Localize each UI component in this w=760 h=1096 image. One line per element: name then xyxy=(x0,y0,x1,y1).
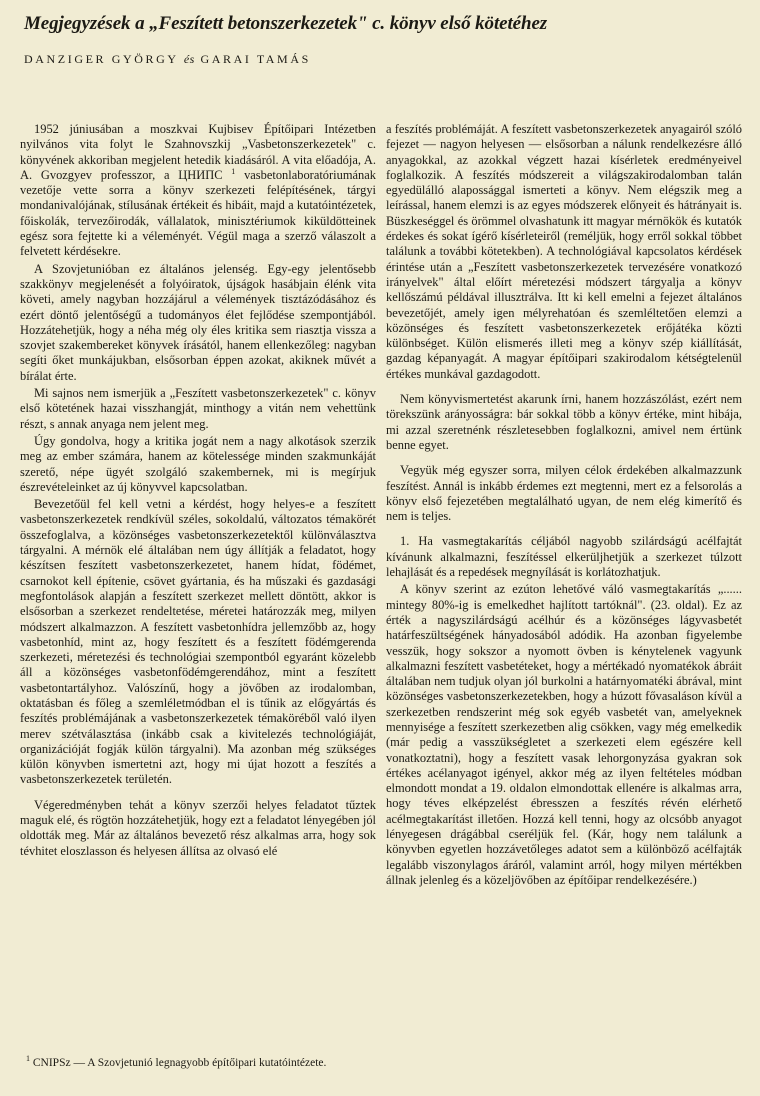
authors-conjunction: és xyxy=(183,52,195,66)
paragraph: 1. Ha vasmegtakarítás céljából nagyobb szilárdságú acélfajtát kívánunk alkalmazni, feszítéssel elkerüljhetjük a szerkezet túlzott lehajlását és a repedések megnyílását is korlátozhatjuk. xyxy=(386,534,742,580)
footnote-text: CNIPSz — A Szovjetunió legnagyobb építőipari kutatóintézete. xyxy=(32,1056,327,1069)
paragraph: Mi sajnos nem ismerjük a „Feszített vasbetonszerkezetek" c. könyv első kötetének hazai visszhangját, minthogy a vitán nem vehettünk részt, s annak anyaga nem jelent meg. xyxy=(20,386,376,431)
left-column xyxy=(20,122,376,888)
paragraph: Úgy gondolva, hogy a kritika jogát nem a nagy alkotások szerzik meg az ember számára, hanem az kötelessége minden szakmunkáját szerető, népe ügyét szolgáló szakembernek, mi is megírjuk észrevételeinket az új könyvvel kapcsolatban. xyxy=(20,433,376,494)
paragraph: Végeredményben tehát a könyv szerzői helyes feladatot tűztek maguk elé, és rögtön hozzátehetjük, hogy ezt a feladatot lényegében jól oldották meg. Már az általános bevezető rész alkalmas arra, hogy sok tévhitet eloszlasson és helyesen állítsa az olvasó elé xyxy=(20,797,376,858)
paragraph-text: vasbetonlaboratóriumának vezetője vette sorra a könyv szerkezeti felépítésének, tárgyi mondanivalójának, stílusának értékeit és hibáit, majd a kutatóintézetek, főiskolák, tervezőirodák, vállalatok, minisztériumok kiküldötteinek egész sora fejtette ki a véleményét. Végül maga a szerző válaszolt a felvetett kérdésekre. xyxy=(20,167,376,259)
right-column xyxy=(386,122,742,888)
footnote-ref: 1 xyxy=(231,166,236,176)
footnote xyxy=(26,1052,376,1070)
article-title: Megjegyzések a „Feszített betonszerkezetek" c. könyv első kötetéhez xyxy=(24,13,548,34)
paragraph: Vegyük még egyszer sorra, milyen célok érdekében alkalmazzunk feszítést. Annál is inkább érdemes ezt megtenni, mert ez a felsorolás a könyv első fejezetében megtalálható ugyan, de nem elég kimerítő és nem is teljes. xyxy=(386,463,742,524)
paragraph: A Szovjetunióban ez általános jelenség. Egy-egy jelentősebb szakkönyv megjelenését a folyóiratok, újságok hasábjain élénk vita követi, amely nagyban hozzájárul a vélemények tisztázódásához és ezért döntő jelentőségű a tudományos élet fejlődése szempontjából. Hozzátehetjük, hogy a néha még oly éles kritika sem riasztja vissza a szovjet szakembereket könyvek írásától, hanem ellenkezőleg: nagyban segíti őket munkájukban, elsősorban éppen azokat, akiknek művét a bírálat érte. xyxy=(20,261,376,383)
paragraph xyxy=(20,122,376,260)
paragraph: a feszítés problémáját. A feszített vasbetonszerkezetek anyagairól szóló fejezet — nagyon helyesen — elsősorban a nálunk rendelkezésre álló anyagokkal, az azokkal végzett hazai kísérletek eredményeivel foglalkozik. A feszítés módszereit a világszakirodalomban talán egyedülálló alapossággal ismerteti a könyv. Nem elégszik meg a leírással, hanem elemzi is az egyes módszerek előnyeit és hátrányait is. Büszkeséggel és örömmel olvashatunk itt magyar mérnökök és kutatók érdekes és sokat ígérő kísérleteiről (reméljük, hogy erről sokkal többet találunk a további kötetekben). A technológiával kapcsolatos kérdések érintése után a „Feszített vasbetonszerkezetek tervezésére vonatkozó irányelvek" által előírt méretezési módszert tárgyalja a könyv kellőszámú példával illusztrálva. Itt ki kell emelni a fejezet általános bevezetőjét, amely igen mélyrehatóan és szemléltetően elemzi a közönséges és feszített vasbetonszerkezetek erőjátéka közti különbséget. Külön elismerés illeti meg a könyv szép kiállítását, gazdag képanyagát. A magyar építőipari szakirodalom kétségtelenül értékes munkával gazdagodott. xyxy=(386,122,742,381)
author-danziger: DANZIGER GYÖRGY xyxy=(24,52,179,66)
authors-line xyxy=(24,52,742,67)
paragraph: A könyv szerint az ezúton lehetővé váló vasmegtakarítás „...... mintegy 80%-ig is emelkedhet hajlított tartóknál". (23. oldal). Ez az érték a nagyszilárdságú acélhúr és a közönséges lágyvasbetét határfeszültségének hányadosából adódik. Ha azonban figyelembe vesszük, hogy sokszor a nyomott övben is kénytelenek vagyunk alkalmazni feszített vasbetéteket, hogy a mértékadó nyomatékok ábráit általában nem tudjuk olyan jól burkolni a határnyomatéki ábrával, mint közönséges vasbetonszerkezetekben, hogy a húzott fővasaláson kívül a szerkezetben rendszerint még sok egyéb vasbetét van, amelyeknek mennyisége a feszített szerkezetben alig csökken, vagy még emelkedik (már pedig a vasszükségletet a szerkezeti elem egészére kell vonatkoztatni), hogy a feszített vasak lehorgonyzása gyakran sok értékes acélanyagot igényel, akkor még az ilyen feltételes módban elmondott mondat a 19. oldalon elmondottak ellenére is alkalmas arra, hogy téves elképzelést ébresszen a feszítés révén elérhető acélmegtakarítást illetően. Hozzá kell tenni, hogy az olcsóbb anyagot lényegesen drágábbal cseréljük fel. (Kár, hogy nem találunk a könyvben egyetlen hozzávetőleges adatot sem a különböző acélfajták legalább viszonylagos áráról, valamint arról, hogy milyen mértékben állnak jelenleg és a közeljövőben az építőipar rendelkezésére.) xyxy=(386,582,742,887)
author-garai: GARAI TAMÁS xyxy=(200,52,311,66)
paragraph: Nem könyvismertetést akarunk írni, hanem hozzászólást, ezért nem törekszünk arányosságra: bár sokkal több a könyv értéke, mint hibája, mi azzal szeretnénk részletesebben foglalkozni, amivel nem értünk benne egyet. xyxy=(386,392,742,452)
paragraph: Bevezetőül fel kell vetni a kérdést, hogy helyes-e a feszített vasbetonszerkezetek rendkívül széles, sokoldalú, változatos témakörét összefoglalva, a közönséges vasbetonszerkezetektől különválasztva tárgyalni. A mérnök elé általában nem úgy állítják a feladatot, hogy készítsen feszített vasbetonszerkezetet, hanem hídat, födémet, csarnokot kell építenie, csövet gyártania, és ha műszaki és gazdasági megfontolások alapján a feszített szerkezet mellett döntött, akkor is elsősorban a szerkezet rendeltetése, méretei határozzák meg, milyen módszert alkalmazzon. A feszített vasbetonhídra jellemzőbb az, hogy vasbetonhíd, mint az, hogy feszített és a feszített födémgerenda szerkezeti, méretezési és technológiai szempontból egyaránt közelebb áll a közönséges vasbetonfödémgerendához, mint a feszített vasbetontartályhoz. Valószínű, hogy a jövőben az irodalomban, oktatásban és főleg a szemléletmódban el is tűnik az előgyártás és feszítés problémájának a vasbetonszerkezetek témaköréből való ilyen merev szétválasztása (inkább csak a kivitelezés technológiáját, organizációját fogják külön tárgyalni). Ma azonban még szükséges külön könyvben ismertetni azt, hogy mi újat hozott a feszítés a vasbetonszerkezetek területén. xyxy=(20,497,376,787)
paragraph-text: 1952 júniusában a moszkvai Kujbisev Építőipari Intézetben nyilvános vita folyt le Szahnovszkij „Vasbetonszerkezetek" c. könyvének akkoriban megjelent hetedik kiadásáról. A vita előadója, A. A. Gvozgyev professzor, a ЦНИПС xyxy=(20,122,376,182)
text-columns xyxy=(20,122,742,888)
footnote-mark: 1 xyxy=(26,1054,30,1063)
